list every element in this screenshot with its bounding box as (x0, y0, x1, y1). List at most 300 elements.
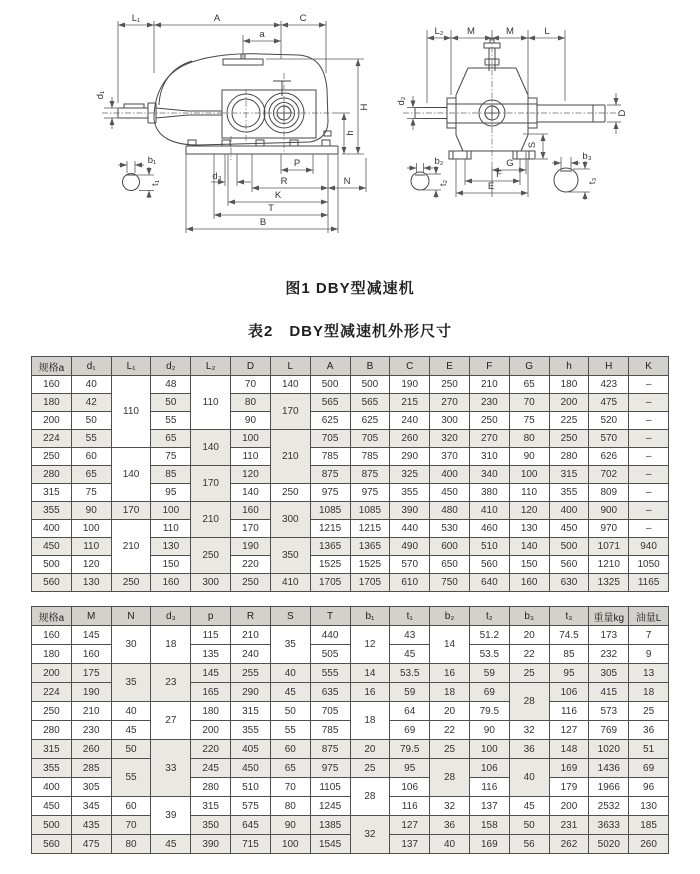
cell: – (629, 502, 669, 520)
cell: 510 (231, 778, 271, 797)
table-row (32, 448, 669, 466)
cell: 65 (151, 430, 191, 448)
column-header: A (310, 357, 350, 376)
cell: 3633 (589, 816, 629, 835)
cell: 490 (390, 538, 430, 556)
cell: 940 (629, 538, 669, 556)
cell: 500 (350, 376, 390, 394)
cell: 440 (390, 520, 430, 538)
cell: 305 (589, 664, 629, 683)
cell: 170 (191, 466, 231, 502)
cell: 210 (111, 520, 151, 574)
cell: 28 (430, 759, 470, 797)
cell: 875 (310, 740, 350, 759)
cell: 1545 (310, 835, 350, 854)
cell: 410 (469, 502, 509, 520)
cell: 158 (469, 816, 509, 835)
cell: 315 (32, 484, 72, 502)
cell: 640 (469, 574, 509, 592)
cell: 110 (151, 520, 191, 538)
cell: 975 (310, 759, 350, 778)
cell: 80 (509, 430, 549, 448)
cell: 79.5 (469, 702, 509, 721)
cell: 53.5 (390, 664, 430, 683)
cell: 355 (32, 759, 72, 778)
cell: 70 (509, 394, 549, 412)
cell: 450 (32, 538, 72, 556)
cell: – (629, 430, 669, 448)
column-header: 重量kg (589, 607, 629, 626)
dim-label-F: F (496, 169, 502, 180)
cell: – (629, 520, 669, 538)
cell: 500 (32, 816, 72, 835)
cell: 1215 (310, 520, 350, 538)
cell: 90 (509, 448, 549, 466)
cell: 250 (231, 574, 271, 592)
cell: 148 (549, 740, 589, 759)
cell: 1245 (310, 797, 350, 816)
dim-label-S: S (527, 141, 538, 149)
cell: 85 (549, 645, 589, 664)
cell: 42 (71, 394, 111, 412)
cell: 280 (549, 448, 589, 466)
cell: 975 (310, 484, 350, 502)
cell: 435 (71, 816, 111, 835)
cell: 22 (509, 645, 549, 664)
cell: – (629, 484, 669, 502)
cell: 51.2 (469, 626, 509, 645)
cell: 565 (350, 394, 390, 412)
cell: 16 (350, 683, 390, 702)
cell: 27 (151, 702, 191, 740)
cell: 85 (151, 466, 191, 484)
figure-end-view (393, 3, 698, 253)
cell: 250 (430, 376, 470, 394)
shaft-key (124, 104, 144, 108)
cell: 48 (151, 376, 191, 394)
cell: 64 (390, 702, 430, 721)
dim-label-N: N (343, 176, 351, 187)
cell: 110 (509, 484, 549, 502)
cell: 18 (350, 702, 390, 740)
cell: 190 (390, 376, 430, 394)
column-header: D (231, 357, 271, 376)
dim-label-L2: L₂ (434, 26, 444, 37)
cell: 137 (469, 797, 509, 816)
cell: 231 (549, 816, 589, 835)
cell: 1165 (629, 574, 669, 592)
cell: 702 (589, 466, 629, 484)
cell: 232 (589, 645, 629, 664)
cell: 32 (430, 797, 470, 816)
table-row (32, 502, 669, 520)
table-row (32, 520, 669, 538)
cell: 60 (71, 448, 111, 466)
cell: 260 (390, 430, 430, 448)
cell: 25 (430, 740, 470, 759)
cell: 200 (549, 797, 589, 816)
cell: 510 (469, 538, 509, 556)
dim-label-L: L (544, 26, 550, 37)
cell: 460 (469, 520, 509, 538)
cell: 127 (390, 816, 430, 835)
cell: 185 (629, 816, 669, 835)
cell: 140 (191, 430, 231, 466)
cell: 785 (310, 721, 350, 740)
column-header: R (231, 607, 271, 626)
output-key-section (554, 168, 578, 192)
cell: 50 (509, 816, 549, 835)
cell: 160 (32, 626, 72, 645)
cell: 405 (231, 740, 271, 759)
cell: 300 (191, 574, 231, 592)
cell: 70 (231, 376, 271, 394)
cell: 110 (71, 538, 111, 556)
cell: 130 (151, 538, 191, 556)
cell: 500 (310, 376, 350, 394)
cell: 145 (191, 664, 231, 683)
cell: 55 (270, 721, 310, 740)
cell: 280 (191, 778, 231, 797)
cell: 140 (509, 538, 549, 556)
cell: 262 (549, 835, 589, 854)
table-row (32, 574, 669, 592)
column-header: C (390, 357, 430, 376)
cell: – (629, 376, 669, 394)
cell: 95 (151, 484, 191, 502)
cell: 106 (390, 778, 430, 797)
cell: 475 (589, 394, 629, 412)
cell: 100 (469, 740, 509, 759)
cell: 450 (32, 797, 72, 816)
cell: 210 (469, 376, 509, 394)
cell: 60 (111, 797, 151, 816)
cell: 45 (151, 835, 191, 854)
cell: 18 (430, 683, 470, 702)
cell: 705 (310, 430, 350, 448)
column-header: K (629, 357, 669, 376)
cell: 975 (350, 484, 390, 502)
cell: 51 (629, 740, 669, 759)
cell: 80 (231, 394, 271, 412)
column-header: T (310, 607, 350, 626)
cell: 1385 (310, 816, 350, 835)
dim-label-b3: b₃ (582, 151, 592, 162)
cell: 9 (629, 645, 669, 664)
cell: 390 (191, 835, 231, 854)
cell: 169 (549, 759, 589, 778)
cell: 224 (32, 683, 72, 702)
cell: 45 (111, 721, 151, 740)
dim-label-h: h (345, 130, 356, 136)
dim-label-d2: d₂ (396, 96, 407, 106)
cell: 210 (191, 502, 231, 538)
cell: 480 (430, 502, 470, 520)
cell: 970 (589, 520, 629, 538)
cell: 1325 (589, 574, 629, 592)
cell: 290 (390, 448, 430, 466)
column-header: t₁ (390, 607, 430, 626)
cell: 75 (509, 412, 549, 430)
cell: 345 (71, 797, 111, 816)
cell: 120 (509, 502, 549, 520)
cell: 255 (231, 664, 271, 683)
cell: 55 (151, 412, 191, 430)
cell: 50 (111, 740, 151, 759)
cell: 200 (32, 412, 72, 430)
dim-label-D: D (617, 109, 628, 117)
column-header: G (509, 357, 549, 376)
cell: 400 (549, 502, 589, 520)
dim-label-t2: t₂ (438, 179, 449, 187)
cell: 50 (151, 394, 191, 412)
cell: 320 (430, 430, 470, 448)
cell: 260 (629, 835, 669, 854)
cell: 340 (469, 466, 509, 484)
column-header: M (71, 607, 111, 626)
cell: 116 (390, 797, 430, 816)
cell: 36 (629, 721, 669, 740)
cell: 1020 (589, 740, 629, 759)
cell: 96 (629, 778, 669, 797)
cell: 280 (32, 721, 72, 740)
cell: 315 (231, 702, 271, 721)
column-header: h (549, 357, 589, 376)
table-row (32, 740, 669, 759)
table-mounting-dimensions (31, 606, 669, 854)
cell: – (629, 466, 669, 484)
cell: 40 (71, 376, 111, 394)
cell: 355 (390, 484, 430, 502)
cell: 36 (430, 816, 470, 835)
column-header: d₃ (151, 607, 191, 626)
cell: 230 (71, 721, 111, 740)
cell: 300 (270, 502, 310, 538)
cell: 28 (350, 778, 390, 816)
cell: 210 (71, 702, 111, 721)
cell: 315 (32, 740, 72, 759)
cell: 14 (430, 626, 470, 664)
cell: 250 (469, 412, 509, 430)
dim-label-T: T (268, 203, 274, 214)
cell: 90 (71, 502, 111, 520)
dim-label-P: P (293, 158, 301, 169)
cell: 1966 (589, 778, 629, 797)
cell: 160 (32, 376, 72, 394)
cell: 1210 (589, 556, 629, 574)
cell: 59 (390, 683, 430, 702)
cell: 635 (310, 683, 350, 702)
cell: 95 (549, 664, 589, 683)
cell: 170 (111, 502, 151, 520)
cell: 150 (151, 556, 191, 574)
cell: 59 (469, 664, 509, 683)
cell: 560 (32, 835, 72, 854)
cell: 570 (390, 556, 430, 574)
cell: 100 (71, 520, 111, 538)
cell: 55 (71, 430, 111, 448)
column-header: B (350, 357, 390, 376)
cell: 450 (231, 759, 271, 778)
dim-label-K: K (274, 190, 282, 201)
dimension-lines (407, 30, 621, 200)
cell: 1215 (350, 520, 390, 538)
column-header: L₂ (191, 357, 231, 376)
figure-caption: 图1 DBY型减速机 (285, 280, 415, 297)
cell: 79.5 (390, 740, 430, 759)
cell: 315 (549, 466, 589, 484)
cell: 56 (509, 835, 549, 854)
column-header: b₁ (350, 607, 390, 626)
cell: 1085 (310, 502, 350, 520)
cell: 20 (509, 626, 549, 645)
cell: 7 (629, 626, 669, 645)
cell: 210 (231, 626, 271, 645)
dim-label-M2: M (506, 26, 514, 37)
cell: 1105 (310, 778, 350, 797)
cell: 150 (509, 556, 549, 574)
column-header: L (270, 357, 310, 376)
cell: 16 (430, 664, 470, 683)
foot-left (449, 151, 471, 159)
cell: 100 (151, 502, 191, 520)
cell: 900 (589, 502, 629, 520)
column-header: H (589, 357, 629, 376)
cell: 1705 (310, 574, 350, 592)
column-header: F (469, 357, 509, 376)
cell: 179 (549, 778, 589, 797)
cell: 370 (430, 448, 470, 466)
cell: 180 (549, 376, 589, 394)
cell: 400 (32, 778, 72, 797)
cell: 500 (32, 556, 72, 574)
cell: 650 (430, 556, 470, 574)
cell: 200 (32, 664, 72, 683)
cell: 69 (469, 683, 509, 702)
cell: 555 (310, 664, 350, 683)
cell: 285 (71, 759, 111, 778)
column-header: 油量L (629, 607, 669, 626)
cell: 210 (270, 430, 310, 484)
cell: 450 (549, 520, 589, 538)
cell: 875 (310, 466, 350, 484)
cell: 35 (270, 626, 310, 664)
column-header: 规格a (32, 607, 72, 626)
cell: 14 (350, 664, 390, 683)
cell: 575 (231, 797, 271, 816)
dim-label-R: R (280, 176, 288, 187)
cell: 175 (71, 664, 111, 683)
cell: 705 (310, 702, 350, 721)
cell: 390 (390, 502, 430, 520)
column-header: d₁ (71, 357, 111, 376)
dimension-lines (104, 21, 366, 233)
cell: 22 (430, 721, 470, 740)
cell: 140 (270, 376, 310, 394)
cell: 170 (231, 520, 271, 538)
cell: 32 (350, 816, 390, 854)
cell: 270 (469, 430, 509, 448)
cell: 116 (469, 778, 509, 797)
column-header: b₂ (430, 607, 470, 626)
cell: 43 (390, 626, 430, 645)
cell: 1085 (350, 502, 390, 520)
cell: 40 (430, 835, 470, 854)
cell: 560 (32, 574, 72, 592)
column-header: t₃ (549, 607, 589, 626)
cell: 245 (191, 759, 231, 778)
cell: 80 (270, 797, 310, 816)
cell: 95 (390, 759, 430, 778)
cell: 300 (430, 412, 470, 430)
cell: 560 (469, 556, 509, 574)
cell: 410 (270, 574, 310, 592)
cell: 90 (231, 412, 271, 430)
cell: 25 (509, 664, 549, 683)
cell: – (629, 394, 669, 412)
dim-label-t1: t₁ (150, 180, 161, 186)
cell: 140 (111, 448, 151, 502)
table1 (31, 356, 669, 592)
dim-label-A: A (213, 13, 221, 24)
column-header: L₁ (111, 357, 151, 376)
cell: 305 (71, 778, 111, 797)
cell: 23 (151, 664, 191, 702)
cell: 645 (231, 816, 271, 835)
cell: 180 (32, 645, 72, 664)
cell: 165 (191, 683, 231, 702)
cell: 160 (509, 574, 549, 592)
cell: 65 (270, 759, 310, 778)
cell: 1071 (589, 538, 629, 556)
cell: 170 (270, 394, 310, 430)
cell: 610 (390, 574, 430, 592)
column-header: S (270, 607, 310, 626)
cell: 626 (589, 448, 629, 466)
cell: 715 (231, 835, 271, 854)
cell: 130 (629, 797, 669, 816)
cell: 355 (231, 721, 271, 740)
cell: 224 (32, 430, 72, 448)
cell: 240 (390, 412, 430, 430)
cell: 250 (32, 702, 72, 721)
cell: 350 (270, 538, 310, 574)
center-mark (284, 106, 291, 113)
cell: 1525 (350, 556, 390, 574)
figure-side-view (26, 3, 396, 261)
dim-label-b1: b₁ (147, 155, 157, 166)
dim-label-M1: M (467, 26, 475, 37)
cell: 355 (32, 502, 72, 520)
cell: 20 (430, 702, 470, 721)
cell: 355 (549, 484, 589, 502)
cell: – (629, 412, 669, 430)
dim-label-E: E (487, 181, 495, 192)
cell: 1365 (310, 538, 350, 556)
cell: 380 (469, 484, 509, 502)
cell: 120 (71, 556, 111, 574)
cell: 115 (191, 626, 231, 645)
cell: 110 (191, 376, 231, 430)
column-header: 规格a (32, 357, 72, 376)
cell: 30 (111, 626, 151, 664)
cell: 875 (350, 466, 390, 484)
cell: 130 (509, 520, 549, 538)
table-row (32, 816, 669, 835)
cell: 1365 (350, 538, 390, 556)
cell: 809 (589, 484, 629, 502)
cell: 106 (549, 683, 589, 702)
